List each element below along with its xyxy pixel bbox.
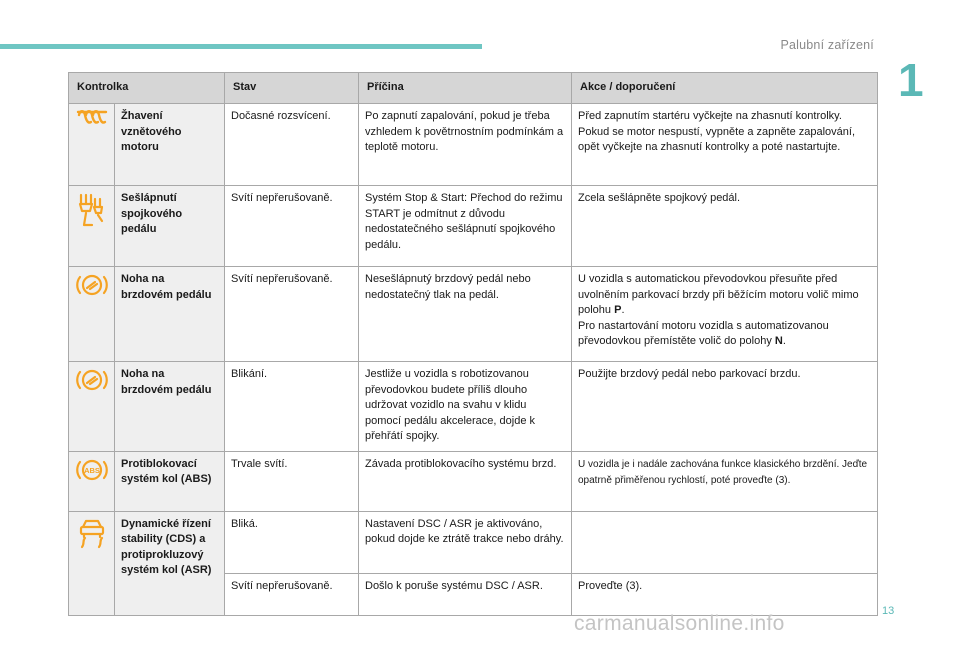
indicator-name: Sešlápnutí spojkového pedálu [115,186,225,267]
icon-cell [69,362,115,452]
cause-cell: Po zapnutí zapalování, pokud je třeba vzhledem k povětrnostním podmínkám a teplotě motoru. [359,104,572,186]
indicator-name: Žhavení vznětového motoru [115,104,225,186]
state-cell: Svítí nepřerušovaně. [225,573,359,615]
state-cell: Svítí nepřerušovaně. [225,186,359,267]
abs-icon-label: ABS [84,465,100,475]
watermark: carmanualsonline.info [574,612,785,635]
table-row [69,362,878,452]
icon-cell [69,451,115,511]
indicator-name: Dynamické řízení stability (CDS) a protiprokluzový systém kol (ASR) [115,511,225,615]
action-cell: Před zapnutím startéru vyčkejte na zhasnutí kontrolky. Pokud se motor nespustí, vypněte a zapněte zapalování, opět vyčkejte na zhasnutí kontrolky a poté nastartujte. [572,104,878,186]
action-cell [572,511,878,573]
action-cell: U vozidla je i nadále zachována funkce klasického brzdění. Jeďte opatrně přiměřenou rychlostí, poté proveďte (3). [572,451,878,511]
cause-cell: Nesešlápnutý brzdový pedál nebo nedostatečný tlak na pedál. [359,267,572,362]
header-state: Stav [225,73,359,104]
state-cell: Svítí nepřerušovaně. [225,267,359,362]
foot-on-brake-icon [75,289,109,301]
table-row [69,104,878,186]
abs-icon [75,465,109,486]
table-row [69,186,878,267]
action-cell: Proveďte (3). [572,573,878,615]
state-cell: Trvale svítí. [225,451,359,511]
state-cell: Bliká. [225,511,359,573]
indicator-name: Protiblokovací systém kol (ABS) [115,451,225,511]
cause-cell: Závada protiblokovacího systému brzd. [359,451,572,511]
table-row [69,267,878,362]
action-cell: Zcela sešlápněte spojkový pedál. [572,186,878,267]
table-row [69,511,878,573]
cause-cell: Došlo k poruše systému DSC / ASR. [359,573,572,615]
cause-cell: Jestliže u vozidla s robotizovanou převodovkou budete příliš dlouho udržovat vozidlo na svahu v klidu pomocí pedálu akcelerace, dojde k přehřátí spojky. [359,362,572,452]
page-number: 13 [882,605,895,617]
header-cause: Příčina [359,73,572,104]
chapter-number: 1 [898,54,924,106]
glow-plug-icon [76,120,108,132]
action-cell: U vozidla s automatickou převodovkou přesuňte před uvolněním parkovací brzdy při běžícím motoru volič mimo polohu P. Pro nastartování motoru vozidla s automatizovanou převodovkou přemístěte volič do polohy N. [572,267,878,362]
header-action: Akce / doporučení [572,73,878,104]
foot-on-brake-icon [75,384,109,396]
indicator-table [68,72,878,616]
indicator-name: Noha na brzdovém pedálu [115,267,225,362]
stability-control-icon [77,540,107,552]
icon-cell [69,511,115,615]
icon-cell [69,186,115,267]
clutch-pedal-icon [77,220,107,232]
cause-cell: Systém Stop & Start: Přechod do režimu START je odmítnut z důvodu nedostatečného sešlápnutí spojkového pedálu. [359,186,572,267]
section-title: Palubní zařízení [780,38,874,52]
icon-cell [69,104,115,186]
table-header-row [69,73,878,104]
state-cell: Blikání. [225,362,359,452]
header-indicator: Kontrolka [69,73,225,104]
indicator-name: Noha na brzdovém pedálu [115,362,225,452]
accent-bar [0,44,482,49]
action-cell: Použijte brzdový pedál nebo parkovací brzdu. [572,362,878,452]
icon-cell [69,267,115,362]
state-cell: Dočasné rozsvícení. [225,104,359,186]
cause-cell: Nastavení DSC / ASR je aktivováno, pokud dojde ke ztrátě trakce nebo dráhy. [359,511,572,573]
table-row [69,451,878,511]
